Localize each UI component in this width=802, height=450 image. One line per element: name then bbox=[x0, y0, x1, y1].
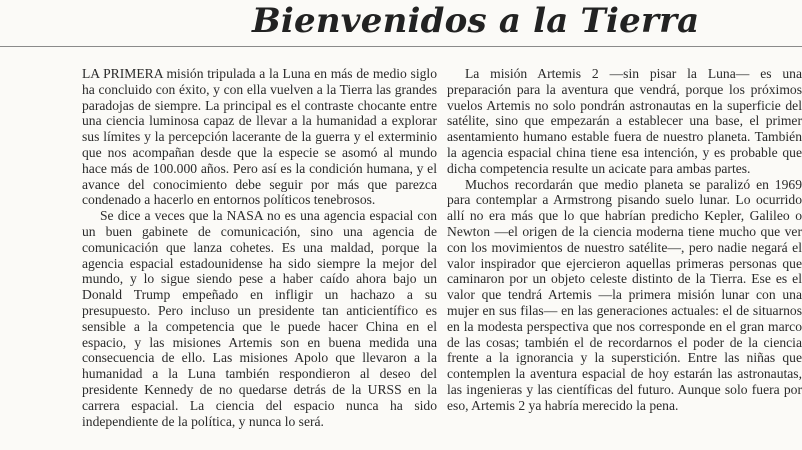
article-headline: Bienvenidos a la Tierra bbox=[252, 1, 700, 41]
left-paragraph-2: Se dice a veces que la NASA no es una agencia espacial con un buen gabinete de comunicación, sino una agencia de comunicación que lanza cohetes. Es una maldad, porque la agencia espacial estadounidense ha sido siempre la mejor del mundo, y lo sigue siendo pese a haber caído ahora bajo un Donald Trump empeñado en infligir un hachazo a su presupuesto. Pero incluso un presidente tan anticientífico es sensible a la competencia que le puede hacer China en el espacio, y las misiones Artemis son en buena medida una consecuencia de ello. Las misiones Apolo que llevaron a la humanidad a la Luna también respondieron al deseo del presidente Kennedy de no quedarse detrás de la URSS en la carrera espacial. La ciencia del espacio nunca ha sido independiente de la política, y nunca lo será. bbox=[82, 208, 437, 429]
lead-in-caps: LA PRIMERA bbox=[82, 66, 163, 81]
headline-bar bbox=[0, 0, 802, 47]
left-column bbox=[82, 66, 437, 429]
left-paragraph-1 bbox=[82, 66, 437, 208]
right-column bbox=[447, 66, 802, 414]
left-paragraph-1-text: misión tripulada a la Luna en más de medio siglo ha concluido con éxito, y con ella vuelven a la Tierra las grandes paradojas de siempre. La principal es el contraste chocante entre una ciencia luminosa capaz de llevar a la humanidad a explorar sus límites y la percepción lacerante de la guerra y el exterminio que nos acompañan desde que la especie se asomó al mundo hace más de 100.000 años. Pero así es la condición humana, y el avance del conocimiento debe seguir por más que parezca condenado a hacerlo en entornos políticos tenebrosos. bbox=[82, 66, 437, 208]
right-paragraph-1: La misión Artemis 2 —sin pisar la Luna— es una preparación para la aventura que vendrá, porque los próximos vuelos Artemis no solo pondrán astronautas en la superficie del satélite, sino que empezarán a establecer una base, el primer asentamiento humano estable fuera de nuestro planeta. También la agencia espacial china tiene esa intención, y es probable que dicha competencia resulte un acicate para ambas partes. bbox=[447, 66, 802, 176]
right-paragraph-2: Muchos recordarán que medio planeta se paralizó en 1969 para contemplar a Armstrong pisando suelo lunar. Lo ocurrido allí no era más que lo que habrían predicho Kepler, Galileo o Newton —el origen de la ciencia moderna tiene mucho que ver con los movimientos de nuestro satélite—, pero nadie negará el valor inspirador que ejercieron aquellas primeras personas que caminaron por un objeto celeste distinto de la Tierra. Ese es el valor que tendrá Artemis —la primera misión lunar con una mujer en sus filas— en las generaciones actuales: el de situarnos en la modesta perspectiva que nos corresponde en el gran marco de las cosas; también el de recordarnos el poder de la ciencia frente a la ignorancia y la superstición. Entre las niñas que contemplen la aventura espacial de hoy estarán las astronautas, las ingenieras y las científicas del futuro. Aunque solo fuera por eso, Artemis 2 ya habría merecido la pena. bbox=[447, 176, 802, 413]
